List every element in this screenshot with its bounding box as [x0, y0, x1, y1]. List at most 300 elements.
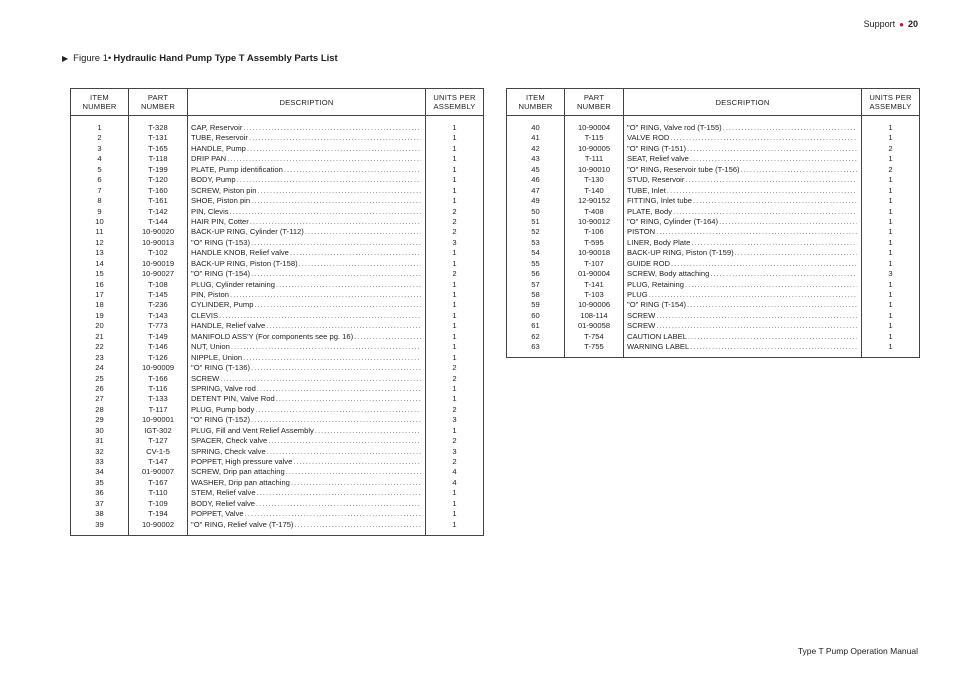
cell-item-number: 56 [531, 269, 540, 279]
cell-units-per-assembly: 1 [888, 290, 893, 299]
column-header-line: UNITS PER [433, 93, 476, 102]
cell-units-per-assembly: 1 [452, 123, 457, 132]
cell-item-number: 33 [95, 457, 104, 466]
cell-description [627, 123, 861, 133]
cell-part-number: T-328 [148, 123, 168, 132]
cell-description [191, 196, 425, 206]
column-item-number [71, 116, 129, 536]
dot-leader [251, 415, 421, 425]
dot-leader [710, 269, 857, 279]
cell-part-number: T-146 [148, 342, 168, 352]
cell-item-number: 14 [95, 258, 104, 268]
description-text: "O" RING (T-154) [627, 300, 686, 310]
cell-part-number: 10-90018 [577, 248, 611, 258]
dot-leader [254, 300, 421, 310]
cell-description [627, 280, 861, 290]
dot-leader [299, 259, 421, 269]
cell-part-number: T-754 [584, 331, 604, 341]
cell-units-per-assembly: 1 [888, 154, 893, 164]
cell-units-per-assembly: 1 [888, 310, 893, 320]
cell-units-per-assembly: 3 [452, 415, 457, 425]
parts-table-left [70, 88, 484, 536]
cell-description [191, 415, 425, 425]
cell-units-per-assembly: 1 [888, 279, 893, 289]
cell-item-number: 50 [531, 206, 540, 216]
description-text: SCREW [191, 373, 220, 383]
cell-units-per-assembly: 2 [452, 373, 457, 383]
cell-part-number: 10-90004 [577, 123, 611, 132]
dot-leader [230, 207, 421, 217]
cell-item-number: 55 [531, 258, 540, 268]
column-header-item-number [507, 89, 565, 115]
cell-description [627, 269, 861, 279]
dot-leader [276, 280, 421, 290]
dot-leader [294, 520, 421, 530]
cell-description [191, 238, 425, 248]
description-text: "O" RING, Reservoir tube (T-156) [627, 164, 740, 174]
cell-description [191, 165, 425, 175]
cell-item-number: 58 [531, 290, 540, 299]
dot-leader [354, 332, 421, 342]
cell-description [627, 248, 861, 258]
cell-item-number: 47 [531, 185, 540, 195]
cell-description [191, 259, 425, 269]
cell-description [191, 384, 425, 394]
cell-units-per-assembly: 1 [452, 248, 457, 258]
cell-part-number: T-116 [148, 383, 168, 393]
description-text: SCREW, Body attaching [627, 269, 710, 279]
cell-part-number: 10-90012 [577, 216, 611, 226]
cell-units-per-assembly: 2 [452, 457, 457, 466]
description-text: PIN, Clevis [191, 206, 229, 216]
cell-description [191, 248, 425, 258]
cell-part-number: T-161 [148, 196, 168, 206]
page-footer: Type T Pump Operation Manual [797, 646, 918, 656]
cell-item-number: 38 [95, 509, 104, 519]
cell-units-per-assembly: 1 [888, 175, 893, 185]
description-text: "O" RING (T-136) [191, 363, 250, 373]
description-text: SCREW [627, 321, 656, 331]
cell-item-number: 37 [95, 498, 104, 508]
dot-leader [286, 467, 421, 477]
column-part-number [565, 116, 624, 358]
cell-description [191, 217, 425, 227]
dot-leader [656, 321, 857, 331]
cell-units-per-assembly: 4 [452, 467, 457, 477]
description-text: STEM, Relief valve [191, 488, 256, 498]
dot-leader [688, 332, 857, 342]
description-text: NUT, Union [191, 342, 230, 352]
cell-units-per-assembly: 2 [888, 164, 893, 174]
cell-part-number: T-110 [148, 488, 168, 498]
cell-item-number: 59 [531, 300, 540, 310]
cell-description [191, 290, 425, 300]
cell-part-number: T-755 [584, 342, 604, 352]
cell-description [191, 175, 425, 185]
cell-item-number: 35 [95, 477, 104, 487]
table-body [507, 116, 919, 358]
cell-part-number: T-199 [148, 164, 168, 174]
cell-units-per-assembly: 1 [452, 383, 457, 393]
cell-item-number: 54 [531, 248, 540, 258]
cell-units-per-assembly: 1 [452, 331, 457, 341]
description-text: HANDLE, Pump [191, 143, 246, 153]
description-text: "O" RING, Relief valve (T-175) [191, 519, 294, 529]
description-text: DETENT PIN, Valve Rod [191, 394, 275, 404]
dot-leader [243, 123, 421, 133]
cell-units-per-assembly: 2 [452, 206, 457, 216]
cell-part-number: 10-90020 [141, 227, 175, 237]
dot-leader [256, 499, 421, 509]
description-text: "O" RING (T-154) [191, 269, 250, 279]
cell-units-per-assembly: 1 [888, 258, 893, 268]
description-text: CAUTION LABEL [627, 331, 687, 341]
dot-leader [687, 300, 857, 310]
description-text: PLATE, Pump identification [191, 164, 283, 174]
dot-leader [719, 217, 857, 227]
cell-units-per-assembly: 1 [452, 310, 457, 320]
column-header-line: ASSEMBLY [433, 102, 476, 111]
description-text: "O" RING (T-151) [627, 143, 686, 153]
cell-item-number: 9 [97, 206, 102, 216]
cell-part-number: T-167 [148, 477, 168, 487]
column-header-line: NUMBER [576, 102, 612, 111]
column-header-units-per-assembly [862, 89, 919, 115]
cell-units-per-assembly: 1 [452, 498, 457, 508]
cell-description [191, 426, 425, 436]
description-text: "O" RING, Valve rod (T-155) [627, 123, 722, 132]
cell-units-per-assembly: 3 [452, 446, 457, 456]
cell-item-number: 42 [531, 143, 540, 153]
dot-leader [671, 259, 857, 269]
cell-part-number: T-408 [584, 206, 604, 216]
parts-table-right [506, 88, 920, 358]
cell-part-number: T-595 [584, 237, 604, 247]
cell-part-number: T-165 [148, 143, 168, 153]
cell-description [191, 207, 425, 217]
dot-leader [245, 509, 421, 519]
cell-description [627, 227, 861, 237]
description-text: "O" RING, Cylinder (T-164) [627, 216, 719, 226]
cell-units-per-assembly: 1 [888, 331, 893, 341]
cell-item-number: 5 [97, 164, 102, 174]
cell-item-number: 27 [95, 394, 104, 404]
column-header-item-number [71, 89, 129, 115]
cell-part-number: T-149 [148, 331, 168, 341]
cell-units-per-assembly: 1 [452, 290, 457, 299]
cell-part-number: T-144 [148, 216, 168, 226]
cell-description [191, 321, 425, 331]
cell-part-number: T-118 [148, 154, 168, 164]
cell-description [191, 280, 425, 290]
cell-description [627, 186, 861, 196]
cell-description [627, 207, 861, 217]
cell-units-per-assembly: 1 [452, 488, 457, 498]
cell-description [191, 509, 425, 519]
description-text: PLUG [627, 290, 648, 299]
figure-title: Hydraulic Hand Pump Type T Assembly Parts List [113, 53, 338, 64]
dot-leader [247, 144, 421, 154]
cell-description [191, 332, 425, 342]
cell-units-per-assembly: 1 [888, 321, 893, 331]
column-header-line: ITEM [90, 93, 109, 102]
cell-part-number: 01-90058 [577, 321, 611, 331]
description-text: PLUG, Retaining [627, 279, 684, 289]
cell-item-number: 16 [95, 279, 104, 289]
dot-leader [670, 133, 857, 143]
cell-description [191, 123, 425, 133]
cell-description [191, 374, 425, 384]
cell-item-number: 17 [95, 290, 104, 299]
cell-units-per-assembly: 1 [888, 133, 893, 143]
cell-units-per-assembly: 3 [888, 269, 893, 279]
cell-description [627, 259, 861, 269]
description-text: PIN, Piston [191, 290, 229, 299]
description-text: BODY, Relief valve [191, 498, 256, 508]
cell-units-per-assembly: 1 [452, 425, 457, 435]
dot-leader [305, 227, 421, 237]
cell-description [191, 363, 425, 373]
cell-part-number: T-103 [584, 290, 604, 299]
dot-leader [656, 227, 857, 237]
cell-part-number: T-160 [148, 185, 168, 195]
column-header-part-number [565, 89, 624, 115]
column-units-per-assembly [426, 116, 483, 536]
cell-item-number: 22 [95, 342, 104, 352]
cell-units-per-assembly: 1 [452, 143, 457, 153]
column-description [624, 116, 862, 358]
cell-units-per-assembly: 1 [452, 321, 457, 331]
cell-units-per-assembly: 1 [888, 123, 893, 132]
column-header-line: ASSEMBLY [869, 102, 912, 111]
cell-part-number: 10-90013 [141, 237, 175, 247]
dot-leader [257, 384, 421, 394]
dot-leader [266, 321, 421, 331]
description-text: BACK-UP RING, Piston (T-159) [627, 248, 734, 258]
cell-item-number: 19 [95, 310, 104, 320]
dot-leader [227, 154, 421, 164]
dot-leader [243, 353, 421, 363]
cell-part-number: T-141 [584, 279, 604, 289]
cell-units-per-assembly: 1 [452, 279, 457, 289]
dot-leader [251, 363, 421, 373]
cell-units-per-assembly: 1 [452, 133, 457, 143]
cell-units-per-assembly: 1 [452, 342, 457, 352]
description-text: BODY, Pump [191, 175, 236, 185]
column-units-per-assembly [862, 116, 919, 358]
description-text: VALVE ROD [627, 133, 670, 143]
dot-leader [691, 238, 857, 248]
description-text: "O" RING (T-152) [191, 415, 250, 425]
cell-part-number: T-143 [148, 310, 168, 320]
description-text: PLUG, Pump body [191, 404, 255, 414]
description-text: TUBE, Inlet [627, 185, 666, 195]
cell-part-number: 108-114 [580, 310, 608, 320]
dot-leader [685, 175, 857, 185]
cell-part-number: T-107 [584, 258, 604, 268]
cell-part-number: T-166 [148, 373, 168, 383]
dot-leader [315, 426, 421, 436]
cell-item-number: 29 [95, 415, 104, 425]
cell-part-number: 12-90152 [577, 196, 611, 206]
cell-item-number: 46 [531, 175, 540, 185]
description-text: HANDLE, Relief valve [191, 321, 266, 331]
description-text: WARNING LABEL [627, 342, 690, 352]
cell-description [191, 436, 425, 446]
dot-leader [690, 342, 857, 352]
cell-description [627, 290, 861, 300]
column-header-line: NUMBER [140, 102, 176, 111]
description-text: BACK-UP RING, Piston (T-158) [191, 258, 298, 268]
cell-item-number: 4 [97, 154, 102, 164]
table-header [507, 89, 919, 116]
description-text: WASHER, Drip pan attaching [191, 477, 290, 487]
cell-units-per-assembly: 1 [452, 394, 457, 404]
dot-leader [690, 154, 857, 164]
cell-description [191, 154, 425, 164]
cell-part-number: T-133 [148, 394, 168, 404]
cell-units-per-assembly: 1 [452, 519, 457, 529]
cell-item-number: 51 [531, 216, 540, 226]
cell-part-number: 10-90027 [141, 269, 175, 279]
dot-leader [251, 238, 421, 248]
cell-units-per-assembly: 1 [888, 185, 893, 195]
cell-description [191, 311, 425, 321]
description-text: SCREW, Piston pin [191, 185, 257, 195]
cell-units-per-assembly: 2 [452, 216, 457, 226]
dot-leader [291, 478, 421, 488]
dot-leader [735, 248, 857, 258]
description-text: PISTON [627, 227, 656, 237]
column-description [188, 116, 426, 536]
cell-item-number: 28 [95, 404, 104, 414]
description-text: PLUG, Fill and Vent Relief Assembly [191, 425, 314, 435]
cell-units-per-assembly: 1 [452, 300, 457, 310]
cell-units-per-assembly: 1 [452, 352, 457, 362]
cell-item-number: 49 [531, 196, 540, 206]
cell-description [191, 447, 425, 457]
dot-leader [250, 217, 421, 227]
cell-description [191, 227, 425, 237]
dot-leader [257, 488, 421, 498]
cell-units-per-assembly: 1 [452, 164, 457, 174]
cell-part-number: 10-90006 [577, 300, 611, 310]
dot-leader [687, 144, 857, 154]
cell-part-number: T-131 [148, 133, 168, 143]
page-header [864, 19, 918, 29]
cell-units-per-assembly: 1 [452, 509, 457, 519]
cell-units-per-assembly: 1 [888, 300, 893, 310]
column-header-description [188, 89, 426, 115]
cell-item-number: 18 [95, 300, 104, 310]
description-text: DRIP PAN [191, 154, 227, 164]
caption-separator: • [108, 53, 112, 64]
section-name: Support [863, 19, 896, 29]
dot-leader [251, 269, 421, 279]
cell-units-per-assembly: 1 [888, 216, 893, 226]
cell-description [191, 488, 425, 498]
description-text: STUD, Reservoir [627, 175, 685, 185]
column-header-part-number [129, 89, 188, 115]
page-number: 20 [907, 19, 918, 29]
cell-item-number: 57 [531, 279, 540, 289]
column-header-line: NUMBER [82, 102, 117, 111]
cell-description [627, 154, 861, 164]
column-header-line: DESCRIPTION [715, 97, 770, 107]
dot-leader [276, 394, 421, 404]
cell-description [627, 300, 861, 310]
cell-units-per-assembly: 3 [452, 237, 457, 247]
description-text: SPRING, Valve rod [191, 383, 256, 393]
cell-part-number: 10-90019 [141, 258, 175, 268]
cell-item-number: 2 [97, 133, 102, 143]
cell-description [191, 467, 425, 477]
cell-units-per-assembly: 1 [888, 227, 893, 237]
cell-units-per-assembly: 2 [452, 227, 457, 237]
cell-description [191, 499, 425, 509]
dot-leader [673, 207, 857, 217]
cell-item-number: 12 [95, 237, 104, 247]
triangle-right-icon: ▶ [62, 54, 69, 63]
cell-units-per-assembly: 1 [452, 258, 457, 268]
cell-units-per-assembly: 2 [452, 363, 457, 373]
cell-part-number: T-236 [148, 300, 168, 310]
dot-leader [255, 405, 421, 415]
cell-part-number: T-142 [148, 206, 168, 216]
cell-description [191, 405, 425, 415]
cell-item-number: 6 [97, 175, 102, 185]
cell-item-number: 60 [531, 310, 540, 320]
cell-units-per-assembly: 4 [452, 477, 457, 487]
cell-description [191, 478, 425, 488]
cell-description [191, 144, 425, 154]
dot-leader [723, 123, 857, 133]
cell-item-number: 43 [531, 154, 540, 164]
description-text: HANDLE KNOB, Relief valve [191, 248, 289, 258]
cell-item-number: 15 [95, 269, 104, 279]
cell-description [627, 144, 861, 154]
cell-part-number: T-145 [148, 290, 168, 299]
cell-description [627, 238, 861, 248]
cell-units-per-assembly: 1 [888, 342, 893, 352]
cell-description [191, 186, 425, 196]
dot-leader [230, 290, 421, 300]
cell-item-number: 7 [97, 185, 102, 195]
dot-leader [741, 165, 857, 175]
cell-part-number: T-127 [148, 436, 168, 446]
cell-description [627, 175, 861, 185]
cell-description [627, 342, 861, 352]
cell-item-number: 3 [97, 143, 102, 153]
figure-caption [62, 53, 338, 64]
column-part-number [129, 116, 188, 536]
cell-part-number: T-140 [584, 185, 604, 195]
description-text: CAP, Reservoir [191, 123, 243, 132]
cell-item-number: 11 [95, 227, 104, 237]
description-text: POPPET, Valve [191, 509, 244, 519]
description-text: SEAT, Relief valve [627, 154, 689, 164]
cell-part-number: 01-90007 [141, 467, 175, 477]
cell-part-number: 01-90004 [577, 269, 611, 279]
cell-part-number: T-194 [148, 509, 168, 519]
column-header-description [624, 89, 862, 115]
description-text: PLATE, Body [627, 206, 673, 216]
cell-part-number: T-109 [148, 498, 168, 508]
dot-leader [251, 196, 421, 206]
cell-description [191, 353, 425, 363]
description-text: "O" RING (T-153) [191, 237, 250, 247]
cell-part-number: 10-90005 [577, 143, 611, 153]
